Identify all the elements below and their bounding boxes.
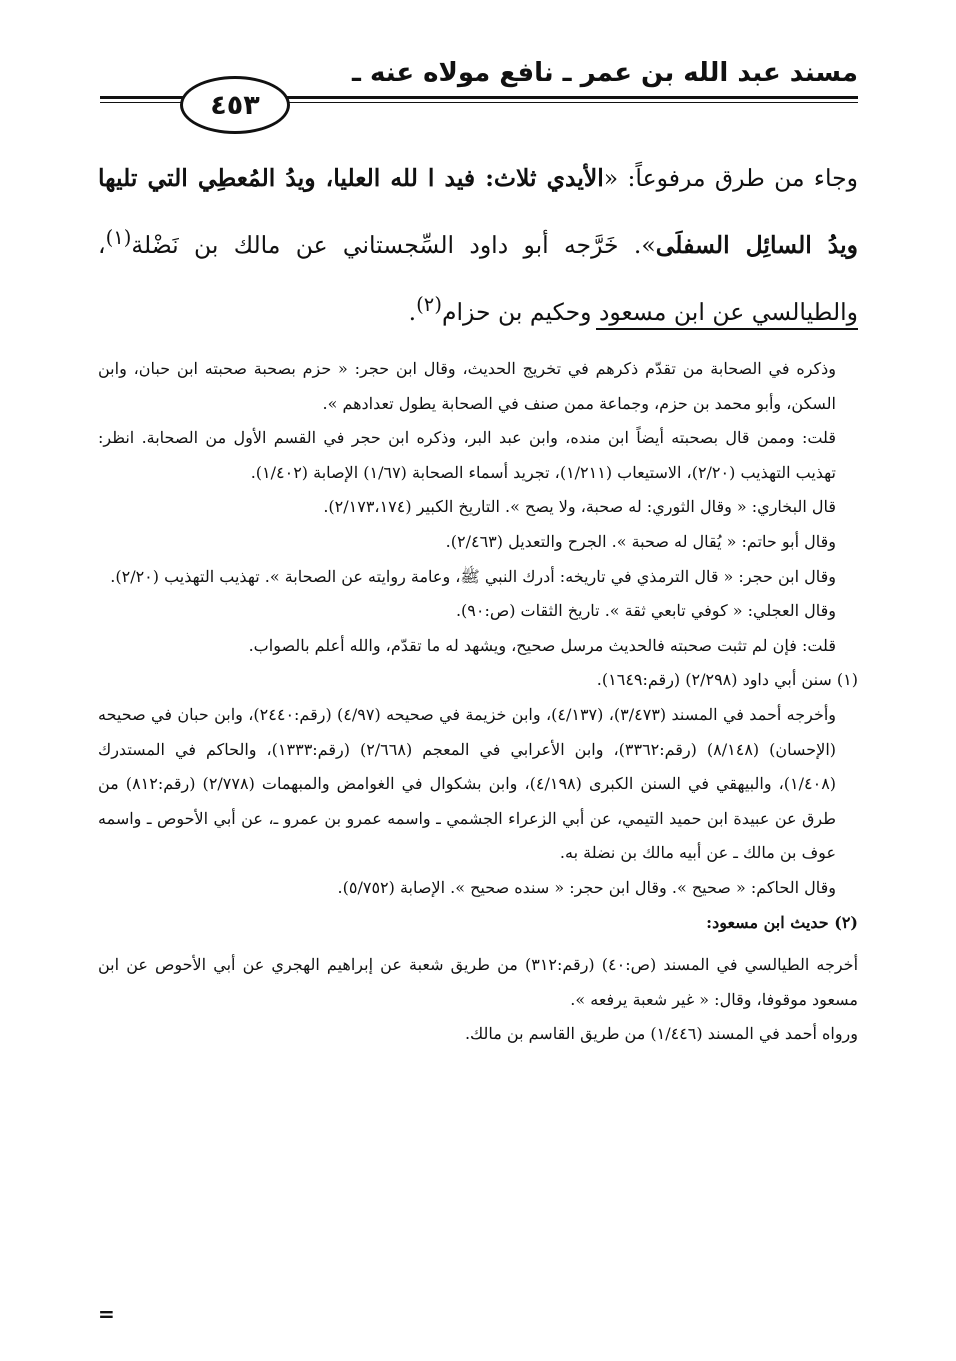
page-number: ٤٥٣ [180, 76, 290, 134]
footnote-paragraph: وذكره في الصحابة من تقدّم ذكرهم في تخريج الحديث، وقال ابن حجر: « حزم بصحبة صحبته ابن حبان، وابن السكن، وأبو محمد بن حزم، وجماعة ممن صنف في الصحابة يطول تعدادهم ». [98, 359, 836, 413]
footnote-ref-1[interactable]: (١) [105, 226, 132, 249]
footnote-ref-2[interactable]: (٢) [416, 292, 442, 316]
footnote-paragraph: وقال ابن حجر: « قال الترمذي في تاريخه: أدرك النبي ﷺ، وعامة روايته عن الصحابة ». تهذيب التهذيب (٢/٢٠). [110, 566, 836, 586]
footnote-1-heading: (١) سنن أبي داود (٢/٢٩٨) (رقم:١٦٤٩). [596, 670, 858, 690]
main-text-intro: وجاء من طرق مرفوعاً: « [603, 164, 858, 192]
main-text-end: . [408, 297, 417, 326]
footnote-paragraph: قلت: وممن قال بصحبته أيضاً ابن منده، وابن عبد البر، وذكره ابن حجر في القسم الأول من الصحابة. انظر: تهذيب التهذيب (٢/٢٠)، الاستيعاب (١/٢١١)، تجريد أسماء الصحابة (١/٦٧) الإصابة (١/٤٠٢). [98, 428, 836, 482]
footnote-paragraph: ورواه أحمد في المسند (١/٤٤٦) من طريق القاسم بن مالك. [464, 1024, 858, 1044]
footnote-paragraph: وقال الحاكم: « صحيح ». وقال ابن حجر: « سنده صحيح ». الإصابة (٥/٧٥٢). [337, 877, 836, 897]
footnote-paragraph: وقال أبو حاتم: « يُقال له صحبة ». الجرح والتعديل (٢/٤٦٣). [445, 531, 836, 551]
main-paragraph [98, 148, 858, 342]
footnote-paragraph: قال البخاري: « وقال الثوري: له صحبة، ولا يصح ». التاريخ الكبير (٢/١٧٣،١٧٤). [323, 497, 836, 517]
main-text-attribution: ». خَرَّجه أبو داود السِّجستاني عن مالك بن نَضْلة [131, 230, 656, 259]
footnote-paragraph: وقال العجلي: « كوفي تابعي ثقة ». تاريخ الثقات (ص:٩٠). [455, 601, 836, 621]
main-text-continuation: ، والطيالسي عن ابن مسعود وحكيم بن حزام [98, 230, 858, 326]
running-title: مسند عبد الله بن عمر ـ نافع مولاه عنه ـ [352, 58, 858, 88]
footnote-2-heading: (٢) حديث ابن مسعود: [706, 912, 858, 932]
hadith-quote: الأيدي ثلاث: فيد ا لله العليا، ويدُ المُعطِي التي تليها ويدُ السائِل السفلَى [98, 164, 858, 259]
footnote-paragraph: قلت: فإن لم تثبت صحبته فالحديث مرسل صحيح، ويشهد له ما تقدّم، والله أعلم بالصواب. [248, 635, 836, 655]
footnotes [98, 352, 858, 1052]
footnote-separator [596, 328, 858, 330]
footnote-paragraph: وأخرجه أحمد في المسند (٣/٤٧٣)، (٤/١٣٧)، وابن خزيمة في صحيحه (٤/٩٧) (رقم:٢٤٤٠)، وابن حبان في صحيحه (الإحسان) (٨/١٤٨) (رقم:٣٣٦٢)، وابن الأعرابي في المعجم (٢/٦٦٨) (رقم:١٣٣٣)، والحاكم في المستدرك (١/٤٠٨)، والبيهقي في السنن الكبرى (٤/١٩٨)، وابن بشكوال في الغوامض والمبهمات (٢/٧٧٨) (رقم:٨١٢) من طرق عن عبيدة ابن حميد التيمي، عن أبي الزعراء الجشمي ـ واسمه عمرو بن عمرو ـ، عن أبي الأحوص ـ واسمه عوف بن مالك ـ عن أبيه مالك بن نضلة به. [98, 704, 837, 863]
footnote-paragraph: أخرجه الطيالسي في المسند (ص:٤٠) (رقم:٣١٢) من طريق شعبة عن إبراهيم الهجري عن أبي الأحوص عن ابن مسعود موقوفا، وقال: « غير شعبة يرفعه ». [98, 955, 859, 1009]
continuation-mark: = [98, 1302, 115, 1326]
